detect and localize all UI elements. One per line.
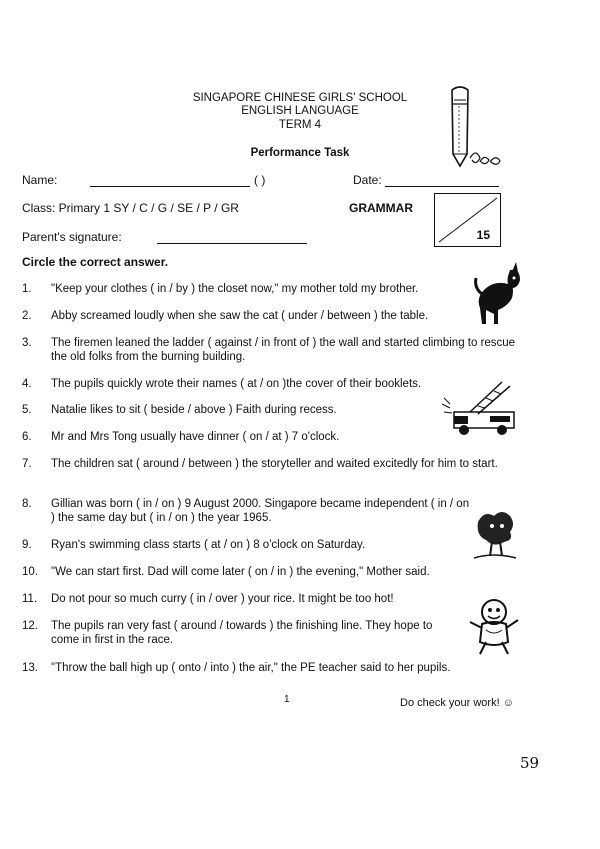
handwritten-page-number: 59 [520,754,540,772]
question-text: Do not pour so much curry ( in / over ) your rice. It might be too hot! [51,593,394,605]
question-number: 8. [22,498,32,510]
fire-truck-icon [440,380,520,438]
term-title: TERM 4 [278,119,322,131]
question-text: "Keep your clothes ( in / by ) the closet now," my mother told my brother. [51,283,419,295]
question-number: 3. [22,337,32,349]
section-title: GRAMMAR [349,201,413,215]
subject-title: ENGLISH LANGUAGE [241,105,359,117]
task-title: Performance Task [250,147,350,159]
question-number: 1. [22,283,32,295]
question-number: 10. [22,566,38,578]
question-text: Natalie likes to sit ( beside / above ) Faith during recess. [51,404,337,416]
date-label: Date: [353,173,382,187]
register-number-paren: ( ) [254,173,266,187]
cartoon-figure-icon [464,596,524,656]
pencil-icon [440,84,510,172]
question-number: 7. [22,458,32,470]
school-name: SINGAPORE CHINESE GIRLS' SCHOOL [192,92,408,104]
date-line [385,186,499,187]
cat-icon [472,258,524,328]
question-text: The pupils quickly wrote their names ( at / on )the cover of their booklets. [51,378,422,390]
question-number: 11. [22,593,38,605]
class-label: Class: Primary 1 SY / C / G / SE / P / GR [22,201,239,215]
flower-figure-icon [470,508,520,564]
question-number: 6. [22,431,32,443]
question-number: 5. [22,404,32,416]
check-work-reminder: Do check your work! ☺ [400,697,514,709]
question-number: 4. [22,378,32,390]
question-number: 9. [22,539,32,551]
score-total: 15 [476,228,490,242]
question-text: Ryan's swimming class starts ( at / on ) 8 o'clock on Saturday. [51,539,366,551]
question-text: Mr and Mrs Tong usually have dinner ( on / at ) 7 o'clock. [51,431,340,443]
instruction: Circle the correct answer. [22,255,169,269]
question-text: The pupils ran very fast ( around / towards ) the finishing line. They hope to come in first in the race. [51,620,433,646]
parent-signature-line [157,243,307,244]
name-label: Name: [22,173,58,187]
question-text: Abby screamed loudly when she saw the cat ( under / between ) the table. [51,310,429,322]
question-number: 2. [22,310,32,322]
question-text: "Throw the ball high up ( onto / into ) the air," the PE teacher said to her pupils. [51,662,451,674]
question-number: 13. [22,662,38,674]
question-text: Gillian was born ( in / on ) 9 August 2000. Singapore became independent ( in / on ) the same day but ( in / on ) the year 1965. [51,498,470,524]
score-divider [435,194,500,246]
page-number: 1 [284,694,290,705]
name-line [90,186,250,187]
question-text: The firemen leaned the ladder ( against / in front of ) the wall and started climbing to rescue the old folks from the burning building. [51,337,516,363]
question-text: "We can start first. Dad will come later ( on / in ) the evening," Mother said. [51,566,430,578]
question-number: 12. [22,620,38,632]
parent-signature-label: Parent's signature: [22,230,122,244]
question-text: The children sat ( around / between ) the storyteller and waited excitedly for him to start. [51,458,498,470]
score-box [434,193,501,247]
